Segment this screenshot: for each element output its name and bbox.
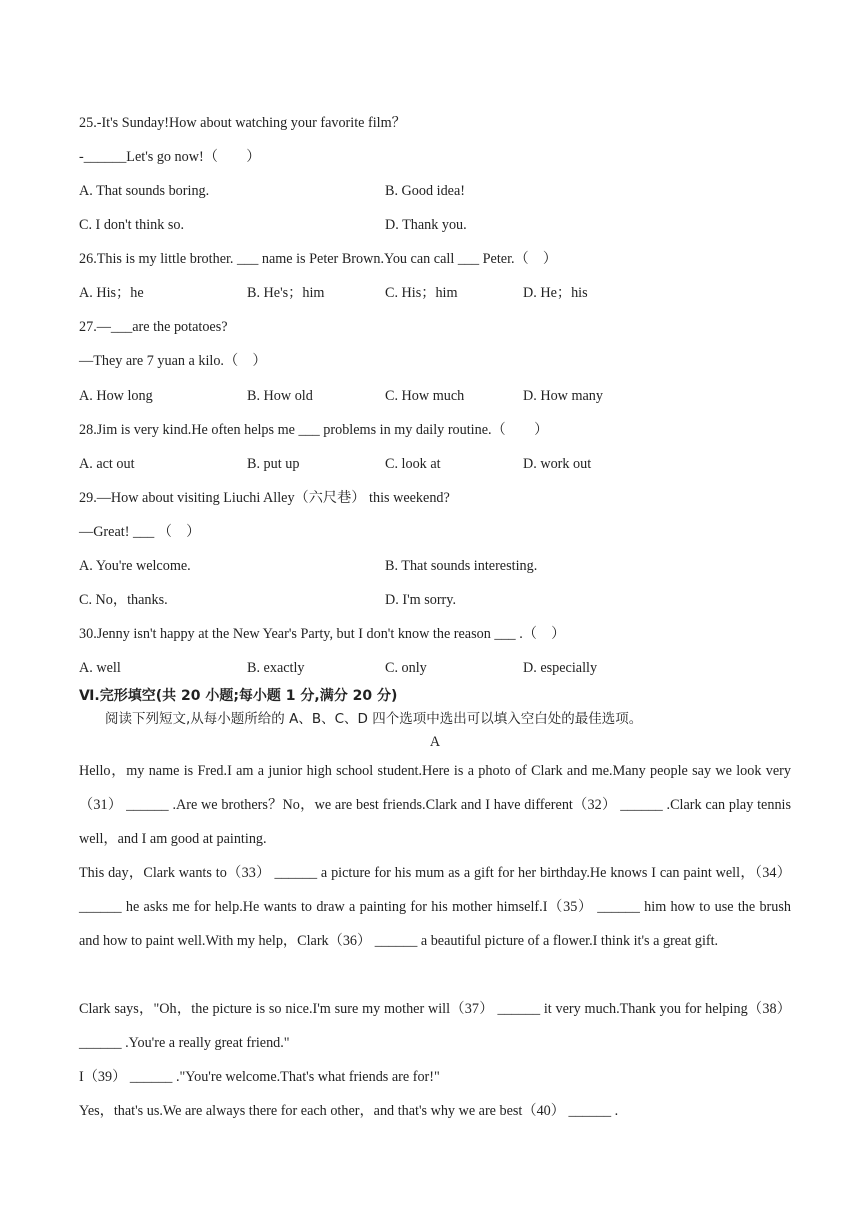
question-27-option-d: D. How many — [523, 388, 603, 404]
section-instruction: 阅读下列短文,从每小题所给的 A、B、C、D 四个选项中选出可以填入空白处的最佳选项。 — [105, 711, 643, 727]
question-26-option-c: C. His；him — [385, 285, 458, 301]
question-26-option-a: A. His；he — [79, 285, 144, 301]
question-28-option-b: B. put up — [247, 456, 300, 472]
question-29-option-d: D. I'm sorry. — [385, 592, 456, 608]
question-27-option-b: B. How old — [247, 388, 313, 404]
question-25-option-c: C. I don't think so. — [79, 217, 185, 233]
question-30-stem: 30.Jenny isn't happy at the New Year's Party, but I don't know the reason ___ .（ ） — [79, 626, 566, 642]
question-27-option-c: C. How much — [385, 388, 465, 404]
passage-paragraph: Hello，my name is Fred.I am a junior high school student.Here is a photo of Clark and me.Many people say we look very（31） ______ .Are we brothers？No，we are best friends.Clark and I have different（32） ______ .Clark can play tennis well，and I am good at painting. — [79, 763, 791, 847]
question-25-stem-reply: -______Let's go now!（ ） — [79, 149, 261, 165]
section-heading: Ⅵ.完形填空(共 20 小题;每小题 1 分,满分 20 分) — [79, 688, 398, 704]
question-28-option-c: C. look at — [385, 456, 441, 472]
question-25-option-a: A. That sounds boring. — [79, 183, 210, 199]
question-27-option-a: A. How long — [79, 388, 153, 404]
question-26-stem: 26.This is my little brother. ___ name is Peter Brown.You can call ___ Peter.（ ） — [79, 251, 558, 267]
passage-paragraph: I（39） ______ ."You're welcome.That's what friends are for!" — [79, 1069, 440, 1085]
question-30-option-a: A. well — [79, 660, 121, 676]
question-30-option-b: B. exactly — [247, 660, 305, 676]
question-29-option-a: A. You're welcome. — [79, 558, 191, 574]
passage-paragraph: Clark says，"Oh，the picture is so nice.I'm sure my mother will（37） ______ it very much.Thank you for helping（38） ______ .You're a really great friend." — [79, 1001, 791, 1051]
question-28-stem: 28.Jim is very kind.He often helps me ___ problems in my daily routine.（ ） — [79, 422, 549, 438]
question-25-option-d: D. Thank you. — [385, 217, 467, 233]
question-25-option-b: B. Good idea! — [385, 183, 465, 199]
question-26-option-b: B. He's；him — [247, 285, 325, 301]
question-29-stem-reply: —Great! ___ （ ） — [79, 524, 201, 540]
question-28-option-a: A. act out — [79, 456, 135, 472]
passage-paragraph: This day，Clark wants to（33） ______ a picture for his mum as a gift for her birthday.He knows I can paint well，（34） ______ he asks me for help.He wants to draw a painting for his mother himself.I（35） ______ him how to use the brush and how to paint well.With my help，Clark（36） ______ a beautiful picture of a flower.I think it's a great gift. — [79, 865, 791, 949]
question-30-option-c: C. only — [385, 660, 427, 676]
question-27-stem-reply: —They are 7 yuan a kilo.（ ） — [79, 353, 267, 369]
passage-paragraph: Yes，that's us.We are always there for each other，and that's why we are best（40） ______ . — [79, 1103, 619, 1119]
question-25-stem: 25.-It's Sunday!How about watching your favorite film？ — [79, 115, 406, 131]
question-26-option-d: D. He；his — [523, 285, 588, 301]
question-30-option-d: D. especially — [523, 660, 598, 676]
question-29-stem: 29.—How about visiting Liuchi Alley（六尺巷） this weekend? — [79, 490, 450, 506]
question-27-stem: 27.—___are the potatoes? — [79, 319, 228, 335]
question-29-option-b: B. That sounds interesting. — [385, 558, 538, 574]
passage-label: A — [429, 734, 441, 750]
question-28-option-d: D. work out — [523, 456, 592, 472]
question-29-option-c: C. No，thanks. — [79, 592, 168, 608]
